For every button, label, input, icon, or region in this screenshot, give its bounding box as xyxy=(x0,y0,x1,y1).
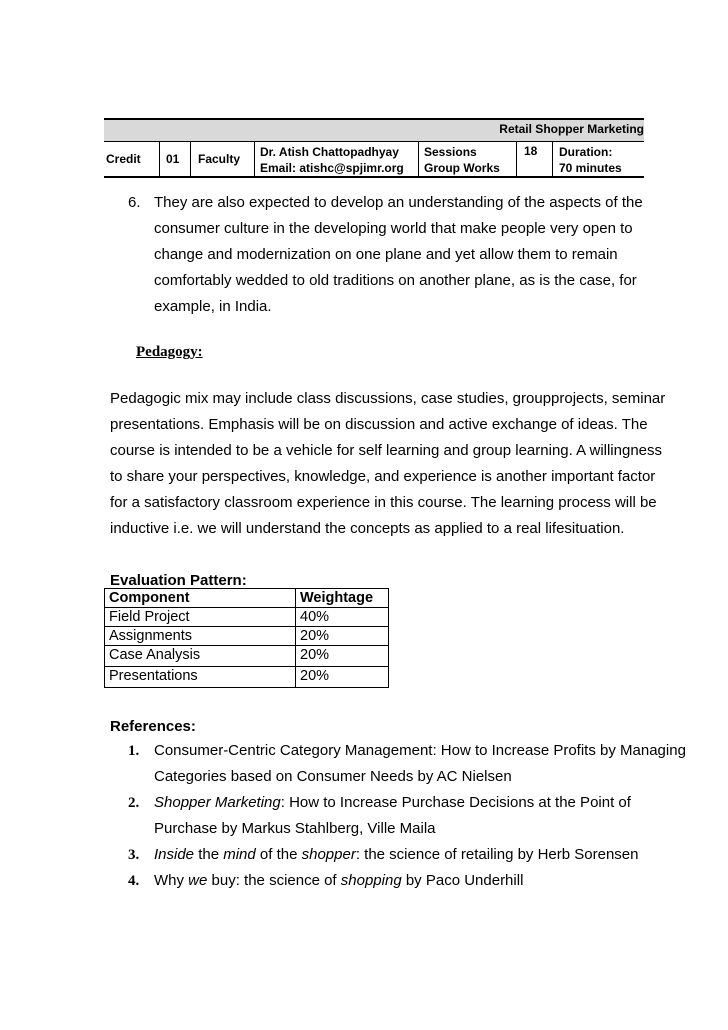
course-info-row xyxy=(104,142,644,178)
reference-word: the xyxy=(194,846,224,863)
faculty-name: Dr. Atish Chattopadhyay xyxy=(260,145,399,159)
component-cell: Presentations xyxy=(105,667,296,688)
reference-italic-word: we xyxy=(188,872,208,889)
sessions-label: Sessions xyxy=(424,145,477,159)
duration-value: 70 minutes xyxy=(559,161,622,175)
reference-italic-word: mind xyxy=(223,846,256,863)
list-item xyxy=(128,842,688,868)
faculty-label: Faculty xyxy=(198,152,241,166)
table-row xyxy=(105,627,389,646)
reference-number: 3. xyxy=(128,847,140,863)
reference-number: 2. xyxy=(128,795,140,811)
list-item xyxy=(128,868,688,894)
reference-number: 1. xyxy=(128,743,140,759)
duration-info xyxy=(559,144,622,178)
weight-cell: 20% xyxy=(296,667,389,688)
weight-cell: 40% xyxy=(296,608,389,627)
references-list xyxy=(128,738,688,894)
reference-text xyxy=(154,790,688,842)
reference-rest: : How to Increase Purchase Decisions at the Point of Purchase by Markus Stahlberg, Ville Maila xyxy=(154,794,631,837)
reference-italic-word: shopper xyxy=(301,846,356,863)
objective-number: 6. xyxy=(128,194,141,211)
reference-text xyxy=(154,842,688,868)
reference-italic-title: Shopper Marketing xyxy=(154,794,281,811)
faculty-info xyxy=(260,144,404,178)
table-row xyxy=(105,667,389,688)
list-item xyxy=(128,790,688,842)
header-component: Component xyxy=(105,589,296,608)
objective-text: They are also expected to develop an understanding of the aspects of the consumer culture in the developing world that make people very open to change and modernization on one plane and yet allow them to remain comfortably wedded to old traditions on another plane, as is the case, for example, in India. xyxy=(154,194,643,315)
faculty-email: Email: atishc@spjimr.org xyxy=(260,161,404,175)
duration-label: Duration: xyxy=(559,145,613,159)
list-item xyxy=(128,738,688,790)
reference-italic-word: Inside xyxy=(154,846,195,863)
sessions-info xyxy=(424,144,500,178)
reference-word: buy: the science of xyxy=(207,872,341,889)
component-cell: Field Project xyxy=(105,608,296,627)
credit-label: Credit xyxy=(106,152,141,166)
reference-text: Consumer-Centric Category Management: How to Increase Profits by Managing Categories based on Consumer Needs by AC Nielsen xyxy=(154,742,686,785)
reference-text xyxy=(154,868,688,894)
credit-value: 01 xyxy=(166,152,180,166)
weight-cell: 20% xyxy=(296,627,389,646)
evaluation-table xyxy=(104,588,389,688)
pedagogy-heading: Pedagogy: xyxy=(136,344,203,360)
reference-number: 4. xyxy=(128,873,140,889)
header-weightage: Weightage xyxy=(296,589,389,608)
reference-italic-word: shopping xyxy=(340,872,402,889)
pedagogy-body: Pedagogic mix may include class discussions, case studies, groupprojects, seminar presentations. Emphasis will be on discussion and active exchange of ideas. The course is intended to be a vehicle for self learning and group learning. A willingness to share your perspectives, knowledge, and experience is another important factor for a satisfactory classroom experience in this course. The learning process will be inductive i.e. we will understand the concepts as applied to a real lifesituation. xyxy=(110,390,666,537)
evaluation-title: Evaluation Pattern: xyxy=(110,572,247,589)
table-row xyxy=(105,646,389,667)
reference-word: Why xyxy=(154,872,189,889)
course-title: Retail Shopper Marketing xyxy=(499,122,644,136)
component-cell: Assignments xyxy=(105,627,296,646)
reference-word: by Paco Underhill xyxy=(401,872,524,889)
course-header-table xyxy=(104,118,644,178)
component-cell: Case Analysis xyxy=(105,646,296,667)
table-header-row xyxy=(105,589,389,608)
reference-word: : the science of retailing by Herb Sorensen xyxy=(355,846,639,863)
group-works-label: Group Works xyxy=(424,161,500,175)
table-row xyxy=(105,608,389,627)
sessions-value: 18 xyxy=(524,144,538,158)
course-title-row xyxy=(104,118,644,142)
references-title: References: xyxy=(110,718,196,735)
weight-cell: 20% xyxy=(296,646,389,667)
reference-word: of the xyxy=(255,846,302,863)
